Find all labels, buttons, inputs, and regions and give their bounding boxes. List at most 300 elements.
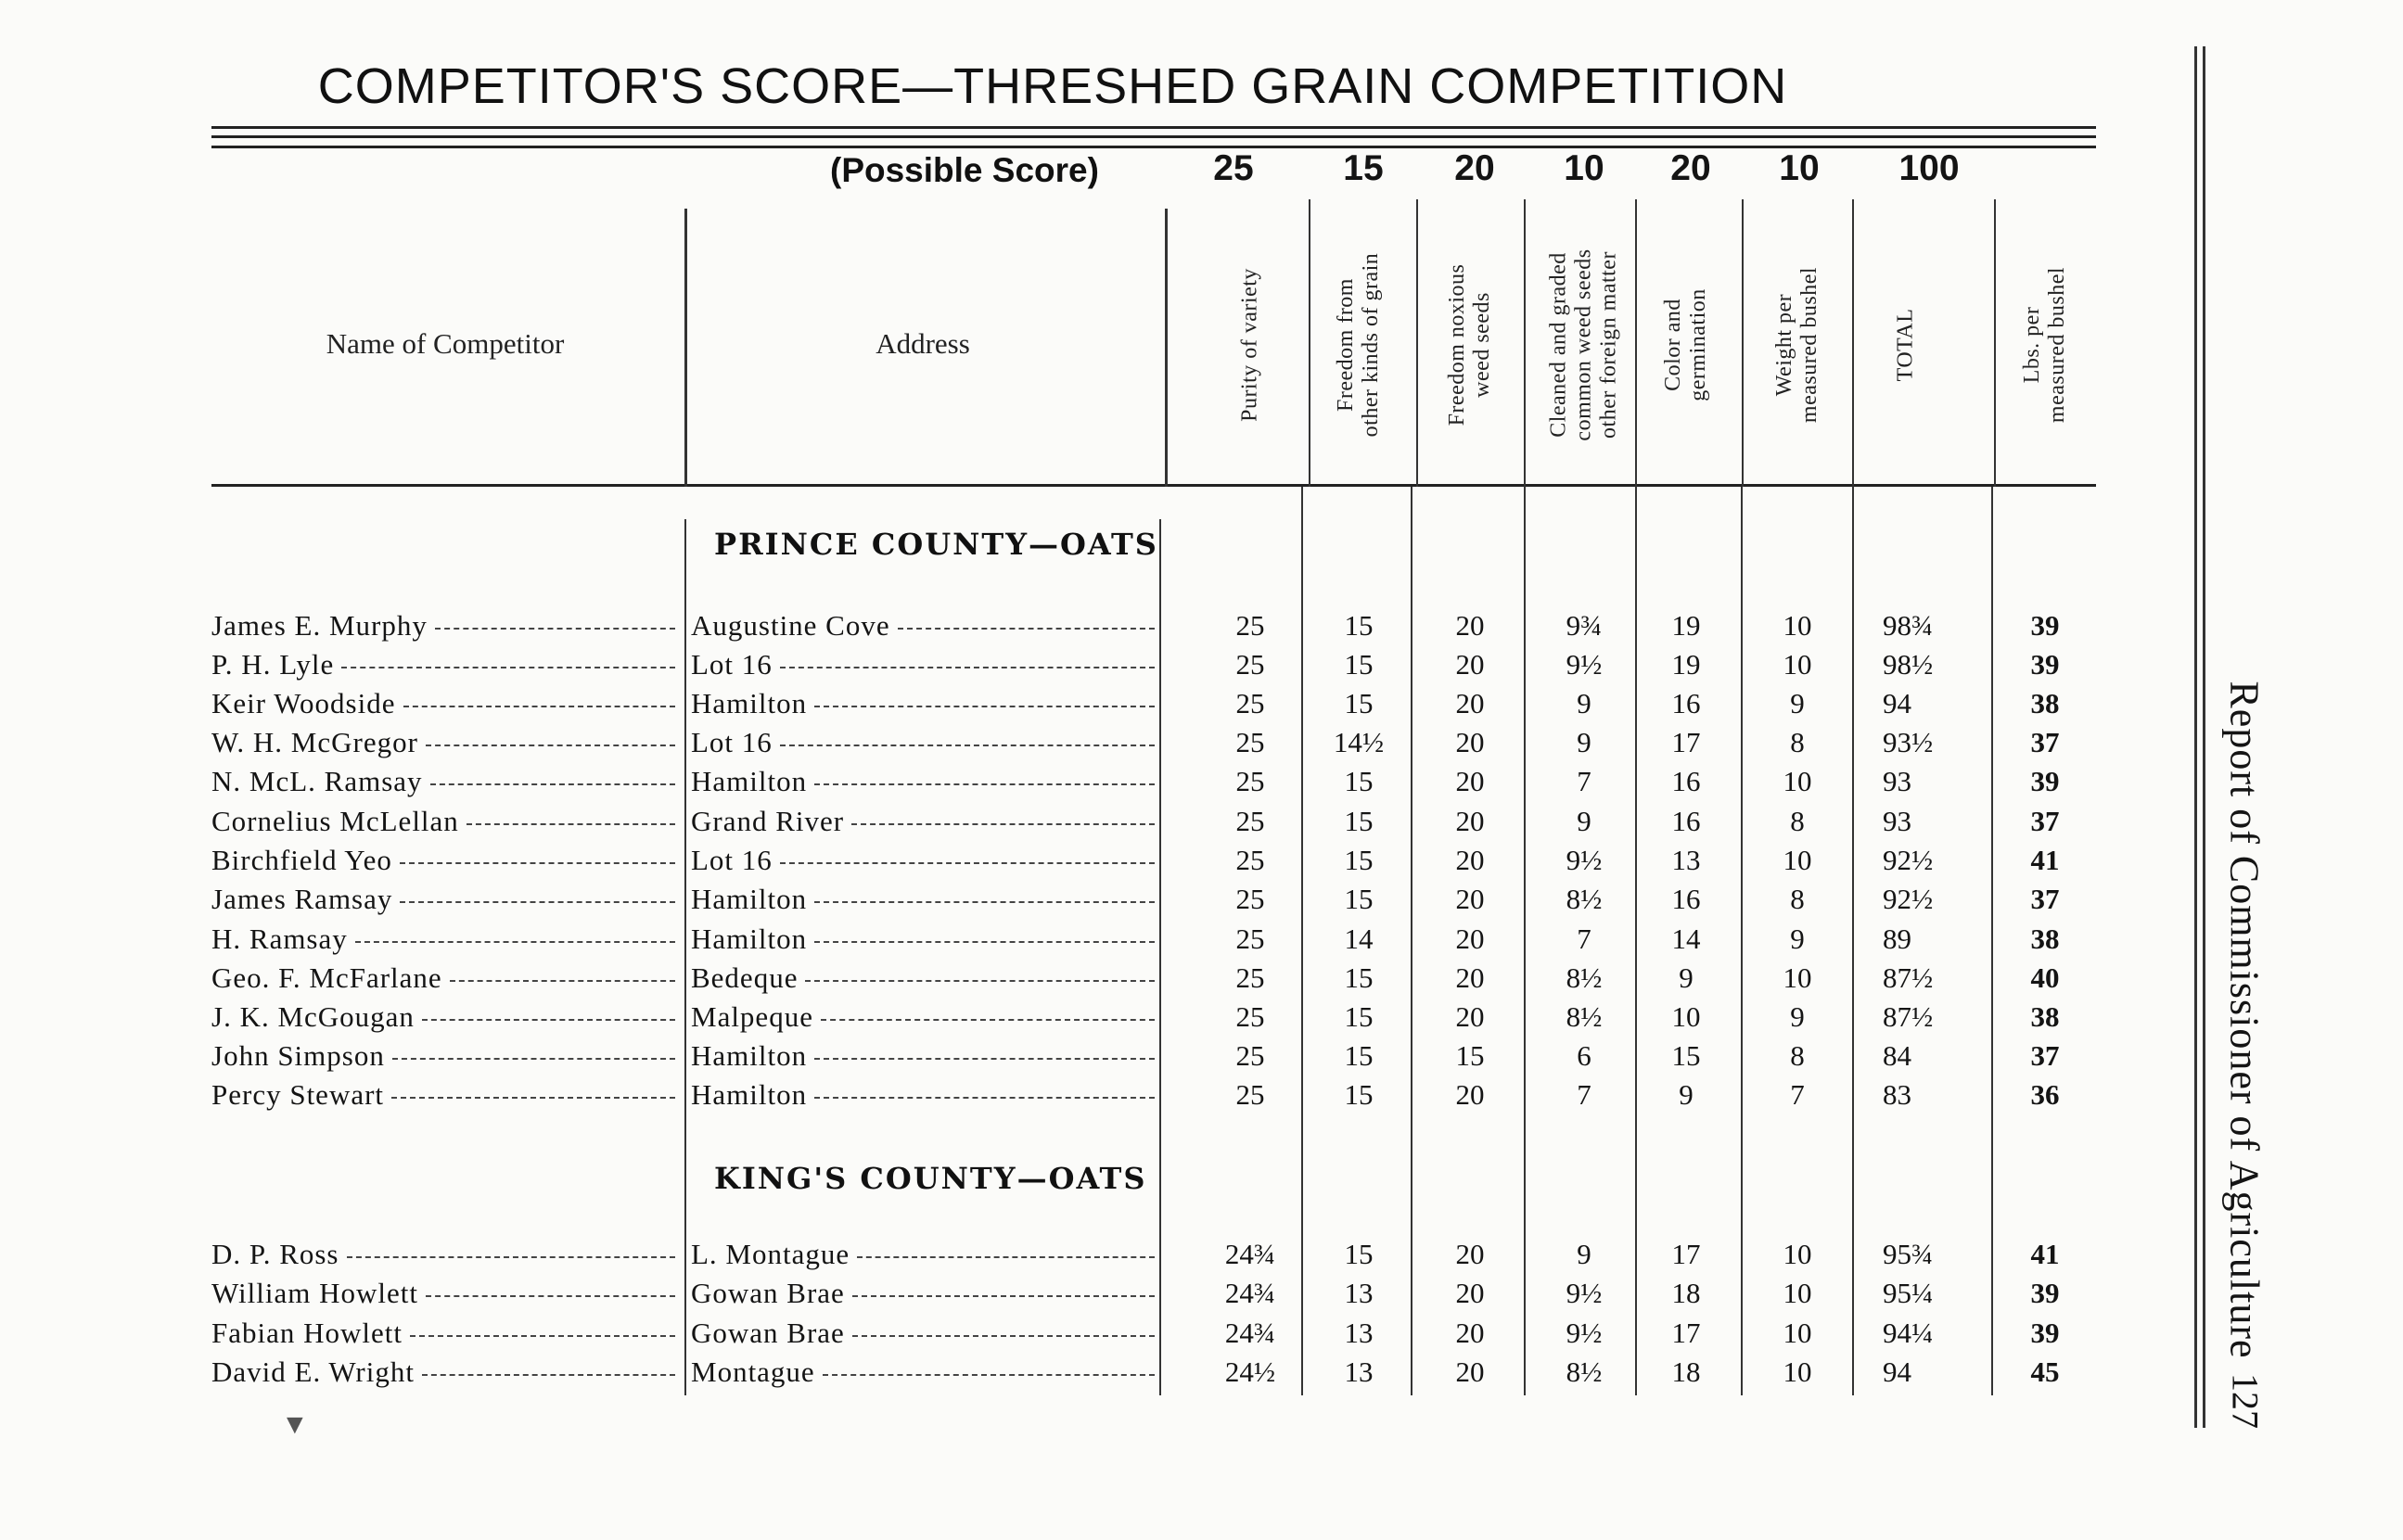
- competitor-name-cell: [211, 1275, 675, 1312]
- leader-dots: [400, 881, 675, 903]
- address-column-header: Address: [876, 327, 970, 360]
- competitor-name: James Ramsay: [211, 883, 393, 915]
- column-header-0: [1238, 210, 1263, 479]
- address-cell: [691, 999, 1155, 1036]
- competitor-name: H. Ramsay: [211, 923, 348, 955]
- address-cell: [691, 607, 1155, 644]
- score-cell-6: 98½: [1883, 648, 1934, 681]
- score-cell-2: 20: [1455, 844, 1485, 876]
- score-cell-4: 17: [1671, 1317, 1701, 1349]
- competitor-address: Gowan Brae: [691, 1317, 845, 1349]
- score-cell-0: 24¾: [1224, 1277, 1276, 1309]
- competitor-address: Gowan Brae: [691, 1277, 845, 1309]
- score-cell-1: 15: [1344, 1000, 1374, 1033]
- table-row: [0, 1236, 2133, 1273]
- leader-dots: [814, 1037, 1155, 1060]
- leader-dots: [430, 763, 675, 785]
- leader-dots: [780, 646, 1155, 668]
- score-cell-7: 38: [2030, 687, 2060, 719]
- competitor-name: Keir Woodside: [211, 687, 396, 719]
- column-header-line: Freedom noxious: [1445, 263, 1469, 426]
- leader-dots: [341, 646, 675, 668]
- header-divider-address-scores: [1165, 209, 1168, 487]
- header-divider-0: [1309, 199, 1310, 487]
- score-cell-5: 7: [1790, 1078, 1805, 1111]
- competitor-name: N. McL. Ramsay: [211, 765, 423, 797]
- score-cell-6: 94¼: [1883, 1317, 1934, 1349]
- score-cell-2: 20: [1455, 687, 1485, 719]
- score-cell-5: 9: [1790, 687, 1805, 719]
- score-cell-0: 25: [1235, 726, 1265, 758]
- score-cell-7: 38: [2030, 923, 2060, 955]
- score-cell-2: 20: [1455, 805, 1485, 837]
- competitor-name-cell: [211, 881, 675, 918]
- score-cell-0: 25: [1235, 1039, 1265, 1072]
- score-cell-7: 41: [2030, 1238, 2060, 1270]
- address-cell: [691, 1315, 1155, 1352]
- score-cell-6: 89: [1883, 923, 1911, 955]
- score-cell-0: 25: [1235, 687, 1265, 719]
- section-title: PRINCE COUNTY—OATS: [714, 527, 1158, 562]
- leader-dots: [355, 921, 675, 943]
- table-row: [0, 803, 2133, 840]
- score-cell-1: 14½: [1333, 726, 1385, 758]
- score-cell-3: 8½: [1566, 961, 1603, 994]
- header-divider-6: [1994, 199, 1996, 487]
- competitor-name: D. P. Ross: [211, 1238, 339, 1270]
- score-cell-2: 20: [1455, 726, 1485, 758]
- column-header-2: [1445, 210, 1495, 479]
- table-row: [0, 921, 2133, 958]
- score-cell-0: 25: [1235, 1000, 1265, 1033]
- score-cell-1: 15: [1344, 805, 1374, 837]
- score-cell-4: 9: [1679, 961, 1694, 994]
- score-cell-5: 10: [1783, 1317, 1812, 1349]
- competitor-address: Lot 16: [691, 648, 773, 681]
- score-cell-2: 20: [1455, 648, 1485, 681]
- title-rule: [211, 126, 2096, 129]
- competitor-address: Hamilton: [691, 765, 808, 797]
- leader-dots: [814, 1076, 1155, 1099]
- possible-score-4: 20: [1670, 148, 1711, 188]
- score-cell-6: 93: [1883, 765, 1911, 797]
- competitor-name-cell: [211, 1354, 675, 1391]
- score-cell-0: 25: [1235, 883, 1265, 915]
- score-cell-2: 15: [1455, 1039, 1485, 1072]
- column-header-5: [1772, 210, 1822, 479]
- possible-score-6: 100: [1898, 148, 1960, 188]
- score-cell-7: 37: [2030, 883, 2060, 915]
- score-cell-6: 98¾: [1883, 609, 1934, 642]
- score-cell-4: 18: [1671, 1277, 1701, 1309]
- score-cell-2: 20: [1455, 1078, 1485, 1111]
- address-cell: [691, 881, 1155, 918]
- header-divider-4: [1742, 199, 1744, 487]
- competitor-address: Bedeque: [691, 961, 799, 994]
- score-cell-3: 9½: [1566, 1277, 1603, 1309]
- competitor-name-cell: [211, 1315, 675, 1352]
- leader-dots: [814, 685, 1155, 707]
- score-cell-6: 93: [1883, 805, 1911, 837]
- name-column-header: Name of Competitor: [326, 327, 565, 360]
- competitor-address: L. Montague: [691, 1238, 850, 1270]
- competitor-name: James E. Murphy: [211, 609, 428, 642]
- score-cell-1: 13: [1344, 1317, 1374, 1349]
- leader-dots: [780, 724, 1155, 746]
- score-cell-5: 8: [1790, 883, 1805, 915]
- score-cell-1: 15: [1344, 765, 1374, 797]
- competitor-name: William Howlett: [211, 1277, 418, 1309]
- address-cell: [691, 1236, 1155, 1273]
- score-cell-1: 13: [1344, 1277, 1374, 1309]
- competitor-address: Hamilton: [691, 1078, 808, 1111]
- score-cell-5: 10: [1783, 1238, 1812, 1270]
- score-cell-6: 93½: [1883, 726, 1934, 758]
- score-cell-6: 84: [1883, 1039, 1911, 1072]
- leader-dots: [426, 724, 675, 746]
- score-cell-2: 20: [1455, 765, 1485, 797]
- score-cell-3: 8½: [1566, 1355, 1603, 1388]
- competitor-name-cell: [211, 646, 675, 683]
- score-cell-5: 10: [1783, 844, 1812, 876]
- column-header-line: Freedom from: [1334, 278, 1358, 412]
- leader-dots: [410, 1315, 675, 1337]
- competitor-address: Lot 16: [691, 726, 773, 758]
- table-row: [0, 999, 2133, 1036]
- score-cell-5: 8: [1790, 1039, 1805, 1072]
- address-cell: [691, 763, 1155, 800]
- header-divider-name-address: [684, 209, 687, 487]
- page-number: 127: [2224, 1373, 2267, 1429]
- leader-dots: [821, 999, 1155, 1021]
- score-cell-1: 15: [1344, 1078, 1374, 1111]
- score-cell-5: 8: [1790, 805, 1805, 837]
- table-row: [0, 1315, 2133, 1352]
- competitor-name: Cornelius McLellan: [211, 805, 459, 837]
- possible-score-3: 10: [1564, 148, 1604, 188]
- address-cell: [691, 646, 1155, 683]
- score-cell-0: 24½: [1224, 1355, 1276, 1388]
- score-cell-7: 38: [2030, 1000, 2060, 1033]
- leader-dots: [450, 960, 675, 982]
- score-cell-3: 9½: [1566, 844, 1603, 876]
- score-cell-7: 39: [2030, 1317, 2060, 1349]
- competitor-name: Geo. F. McFarlane: [211, 961, 442, 994]
- score-cell-0: 24¾: [1224, 1317, 1276, 1349]
- score-cell-1: 15: [1344, 883, 1374, 915]
- column-header-line: other kinds of grain: [1359, 252, 1383, 438]
- address-cell: [691, 1275, 1155, 1312]
- column-header-3: [1547, 210, 1622, 479]
- score-cell-0: 25: [1235, 609, 1265, 642]
- leader-dots: [347, 1236, 676, 1258]
- address-cell: [691, 685, 1155, 722]
- score-cell-2: 20: [1455, 883, 1485, 915]
- address-cell: [691, 1354, 1155, 1391]
- competitor-address: Hamilton: [691, 883, 808, 915]
- score-cell-2: 20: [1455, 1355, 1485, 1388]
- score-cell-1: 13: [1344, 1355, 1374, 1388]
- leader-dots: [814, 921, 1155, 943]
- table-row: [0, 685, 2133, 722]
- score-cell-7: 39: [2030, 765, 2060, 797]
- score-cell-7: 41: [2030, 844, 2060, 876]
- header-divider-5: [1852, 199, 1854, 487]
- competitor-name: Fabian Howlett: [211, 1317, 403, 1349]
- score-cell-4: 13: [1671, 844, 1701, 876]
- column-header-line: other foreign matter: [1596, 251, 1621, 439]
- score-cell-3: 9½: [1566, 648, 1603, 681]
- score-cell-7: 45: [2030, 1355, 2060, 1388]
- table-row: [0, 646, 2133, 683]
- score-cell-7: 39: [2030, 609, 2060, 642]
- score-cell-3: 9: [1577, 1238, 1591, 1270]
- competitor-address: Grand River: [691, 805, 845, 837]
- page-edge-rule-2: [2203, 46, 2205, 1428]
- leader-dots: [435, 607, 675, 630]
- score-cell-5: 9: [1790, 1000, 1805, 1033]
- column-header-line: common weed seeds: [1571, 248, 1596, 441]
- competitor-name: J. K. McGougan: [211, 1000, 415, 1033]
- score-cell-2: 20: [1455, 1000, 1485, 1033]
- score-cell-5: 10: [1783, 1355, 1812, 1388]
- score-cell-5: 10: [1783, 1277, 1812, 1309]
- leader-dots: [814, 881, 1155, 903]
- score-cell-4: 19: [1671, 609, 1701, 642]
- score-cell-4: 19: [1671, 648, 1701, 681]
- score-cell-7: 37: [2030, 726, 2060, 758]
- competitor-address: Malpeque: [691, 1000, 813, 1033]
- table-row: [0, 881, 2133, 918]
- score-cell-2: 20: [1455, 923, 1485, 955]
- score-cell-4: 15: [1671, 1039, 1701, 1072]
- score-cell-6: 87½: [1883, 961, 1934, 994]
- leader-dots: [852, 1315, 1155, 1337]
- score-cell-6: 92½: [1883, 844, 1934, 876]
- score-cell-1: 15: [1344, 1238, 1374, 1270]
- competitor-address: Hamilton: [691, 923, 808, 955]
- score-cell-3: 7: [1577, 1078, 1591, 1111]
- score-cell-4: 16: [1671, 687, 1701, 719]
- score-cell-3: 7: [1577, 923, 1591, 955]
- leader-dots: [823, 1354, 1155, 1376]
- score-cell-6: 94: [1883, 1355, 1911, 1388]
- score-cell-4: 10: [1671, 1000, 1701, 1033]
- score-cell-2: 20: [1455, 961, 1485, 994]
- competitor-address: Hamilton: [691, 1039, 808, 1072]
- score-cell-7: 37: [2030, 1039, 2060, 1072]
- table-row: [0, 724, 2133, 761]
- score-cell-1: 15: [1344, 687, 1374, 719]
- competitor-name-cell: [211, 842, 675, 879]
- score-cell-1: 15: [1344, 961, 1374, 994]
- table-row: [0, 1354, 2133, 1391]
- competitor-name-cell: [211, 921, 675, 958]
- competitor-name-cell: [211, 763, 675, 800]
- leader-dots: [851, 803, 1155, 825]
- competitor-name-cell: [211, 724, 675, 761]
- leader-dots: [467, 803, 675, 825]
- score-cell-4: 9: [1679, 1078, 1694, 1111]
- competitor-name: Birchfield Yeo: [211, 844, 392, 876]
- column-header-line: measured bushel: [2045, 266, 2069, 424]
- score-cell-6: 83: [1883, 1078, 1911, 1111]
- leader-dots: [780, 842, 1155, 864]
- competitor-name-cell: [211, 607, 675, 644]
- competitor-name-cell: [211, 803, 675, 840]
- score-cell-3: 9: [1577, 805, 1591, 837]
- competitor-address: Augustine Cove: [691, 609, 890, 642]
- score-cell-7: 40: [2030, 961, 2060, 994]
- score-cell-7: 39: [2030, 1277, 2060, 1309]
- leader-dots: [898, 607, 1155, 630]
- header-divider-1: [1416, 199, 1418, 487]
- score-cell-4: 16: [1671, 765, 1701, 797]
- score-cell-1: 15: [1344, 609, 1374, 642]
- competitor-address: Lot 16: [691, 844, 773, 876]
- column-header-line: Weight per: [1772, 293, 1796, 397]
- score-cell-6: 95¾: [1883, 1238, 1934, 1270]
- score-cell-3: 8½: [1566, 883, 1603, 915]
- address-cell: [691, 724, 1155, 761]
- column-header-line: germination: [1686, 288, 1710, 401]
- column-header-4: [1661, 210, 1711, 479]
- score-cell-7: 39: [2030, 648, 2060, 681]
- running-head: Report of Commissioner of Agriculture: [2221, 681, 2268, 1359]
- score-cell-1: 15: [1344, 648, 1374, 681]
- address-cell: [691, 1037, 1155, 1075]
- competitor-name-cell: [211, 960, 675, 997]
- score-cell-4: 18: [1671, 1355, 1701, 1388]
- score-cell-6: 87½: [1883, 1000, 1934, 1033]
- table-row: [0, 960, 2133, 997]
- score-cell-7: 36: [2030, 1078, 2060, 1111]
- score-cell-2: 20: [1455, 609, 1485, 642]
- header-top-rule-1: [211, 135, 2096, 138]
- score-cell-3: 9: [1577, 726, 1591, 758]
- header-bottom-rule: [211, 484, 2096, 487]
- leader-dots: [422, 1354, 675, 1376]
- header-divider-2: [1524, 199, 1526, 487]
- score-cell-5: 10: [1783, 648, 1812, 681]
- score-cell-4: 16: [1671, 805, 1701, 837]
- column-header-line: TOTAL: [1893, 308, 1918, 382]
- score-cell-5: 8: [1790, 726, 1805, 758]
- page-edge-rule-1: [2194, 46, 2197, 1428]
- table-row: [0, 842, 2133, 879]
- score-cell-0: 25: [1235, 805, 1265, 837]
- column-header-line: weed seeds: [1470, 292, 1494, 398]
- score-cell-5: 10: [1783, 765, 1812, 797]
- score-cell-3: 8½: [1566, 1000, 1603, 1033]
- score-cell-4: 14: [1671, 923, 1701, 955]
- leader-dots: [400, 842, 675, 864]
- score-cell-0: 25: [1235, 648, 1265, 681]
- competitor-name-cell: [211, 1076, 675, 1114]
- score-cell-6: 95¼: [1883, 1277, 1934, 1309]
- competitor-name: John Simpson: [211, 1039, 385, 1072]
- possible-score-5: 10: [1779, 148, 1820, 188]
- competitor-name: David E. Wright: [211, 1355, 415, 1388]
- score-cell-0: 25: [1235, 844, 1265, 876]
- score-cell-1: 15: [1344, 844, 1374, 876]
- score-cell-3: 6: [1577, 1039, 1591, 1072]
- table-row: [0, 1037, 2133, 1075]
- column-header-line: Purity of variety: [1237, 268, 1262, 422]
- column-header-6: [1894, 210, 1919, 479]
- score-cell-6: 92½: [1883, 883, 1934, 915]
- score-cell-0: 25: [1235, 961, 1265, 994]
- possible-score-label: (Possible Score): [830, 151, 1099, 189]
- header-divider-3: [1635, 199, 1637, 487]
- competitor-name: P. H. Lyle: [211, 648, 335, 681]
- table-row: [0, 1275, 2133, 1312]
- score-cell-2: 20: [1455, 1277, 1485, 1309]
- address-cell: [691, 921, 1155, 958]
- table-row: [0, 1076, 2133, 1114]
- table-row: [0, 607, 2133, 644]
- page-title: COMPETITOR'S SCORE—THRESHED GRAIN COMPETITION: [317, 58, 1788, 114]
- score-cell-0: 25: [1235, 1078, 1265, 1111]
- competitor-name-cell: [211, 1037, 675, 1075]
- score-cell-2: 20: [1455, 1238, 1485, 1270]
- address-cell: [691, 1076, 1155, 1114]
- score-cell-3: 9: [1577, 687, 1591, 719]
- leader-dots: [857, 1236, 1155, 1258]
- competitor-address: Montague: [691, 1355, 815, 1388]
- competitor-address: Hamilton: [691, 687, 808, 719]
- score-cell-6: 94: [1883, 687, 1911, 719]
- score-cell-3: 7: [1577, 765, 1591, 797]
- score-cell-2: 20: [1455, 1317, 1485, 1349]
- column-header-7: [2020, 210, 2070, 479]
- score-cell-4: 17: [1671, 726, 1701, 758]
- competitor-name-cell: [211, 1236, 675, 1273]
- leader-dots: [392, 1037, 675, 1060]
- column-header-1: [1334, 210, 1384, 479]
- score-cell-4: 17: [1671, 1238, 1701, 1270]
- score-cell-4: 16: [1671, 883, 1701, 915]
- possible-score-2: 20: [1454, 148, 1495, 188]
- score-cell-5: 10: [1783, 609, 1812, 642]
- competitor-name-cell: [211, 999, 675, 1036]
- score-cell-1: 15: [1344, 1039, 1374, 1072]
- score-cell-3: 9½: [1566, 1317, 1603, 1349]
- score-cell-7: 37: [2030, 805, 2060, 837]
- printer-mark: ▼: [281, 1409, 309, 1440]
- leader-dots: [391, 1076, 675, 1099]
- leader-dots: [814, 763, 1155, 785]
- address-cell: [691, 803, 1155, 840]
- score-cell-5: 9: [1790, 923, 1805, 955]
- score-cell-0: 25: [1235, 923, 1265, 955]
- score-cell-0: 24¾: [1224, 1238, 1276, 1270]
- leader-dots: [422, 999, 675, 1021]
- address-cell: [691, 842, 1155, 879]
- score-cell-1: 14: [1344, 923, 1374, 955]
- column-header-line: Cleaned and graded: [1546, 252, 1571, 438]
- score-cell-0: 25: [1235, 765, 1265, 797]
- score-cell-3: 9¾: [1566, 609, 1603, 642]
- leader-dots: [805, 960, 1155, 982]
- column-header-line: measured bushel: [1797, 266, 1821, 424]
- address-cell: [691, 960, 1155, 997]
- competitor-name: Percy Stewart: [211, 1078, 385, 1111]
- section-title: KING'S COUNTY—OATS: [714, 1161, 1147, 1196]
- leader-dots: [426, 1275, 675, 1297]
- leader-dots: [403, 685, 676, 707]
- possible-score-0: 25: [1213, 148, 1254, 188]
